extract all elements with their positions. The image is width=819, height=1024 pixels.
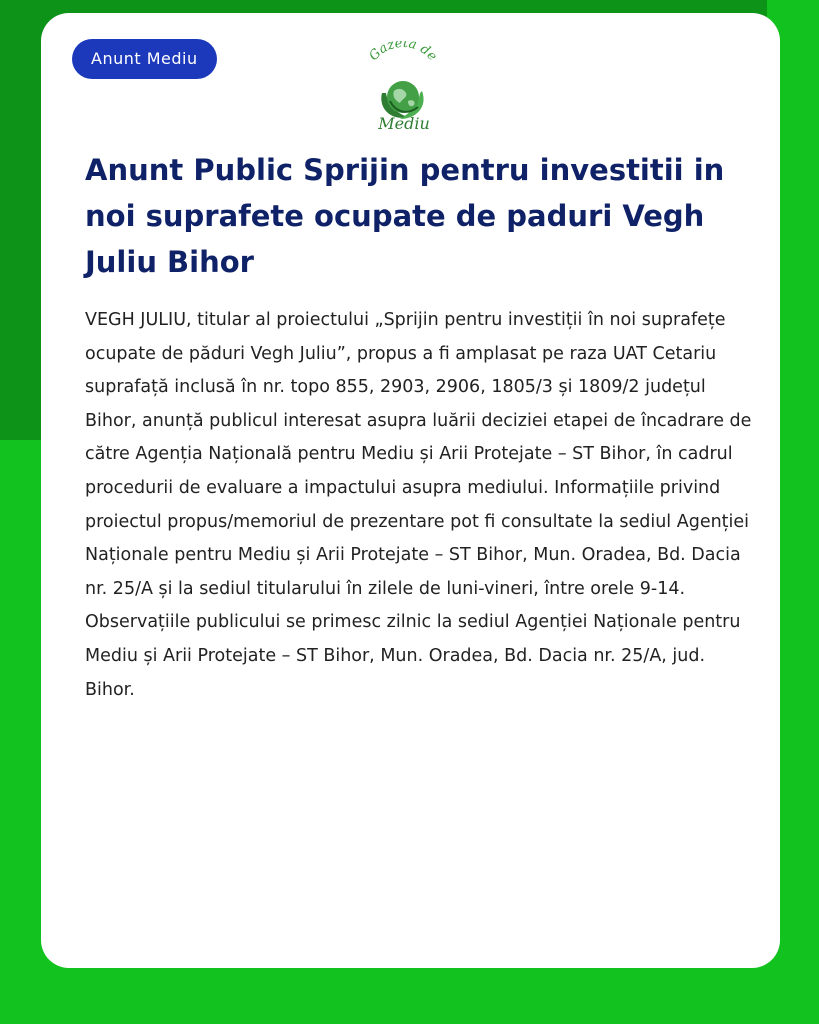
category-badge[interactable]: Anunt Mediu [72, 39, 217, 79]
globe-leaf-icon [352, 41, 452, 133]
logo-text-top: Gazeta de [366, 41, 440, 64]
gazeta-de-mediu-logo[interactable] [352, 41, 452, 133]
announcement-card [41, 13, 780, 968]
logo-text-bottom: Mediu [378, 114, 430, 133]
article-title: Anunt Public Sprijin pentru investitii in noi suprafete ocupate de paduri Vegh Juliu Bihor [85, 153, 725, 279]
svg-text:Gazeta de [366, 41, 439, 64]
article-body: VEGH JULIU, titular al proiectului „Sprijin pentru investiții în noi suprafețe ocupate de păduri Vegh Juliu”, propus a fi amplasat pe raza UAT Cetariu suprafață inclusă în nr. topo 855, 2903, 2906, 1805/3 și 1809/2 județul Bihor, anunță publicul interesat asupra luării deciziei etapei de încadrare de către Agenția Națională pentru Mediu și Arii Protejate – ST Bihor, în cadrul procedurii de evaluare a impactului asupra mediului. Informațiile privind proiectul propus/memoriul de prezentare pot fi consultate la sediul Agenției Naționale pentru Mediu și Arii Protejate – ST Bihor, Mun. Oradea, Bd. Dacia nr. 25/A și la sediul titularului în zilele de luni-vineri, între orele 9-14. Observațiile publicului se primesc zilnic la sediul Agenției Naționale pentru Mediu și Arii Protejate – ST Bihor, Mun. Oradea, Bd. Dacia nr. 25/A, jud. Bihor. [85, 310, 752, 700]
